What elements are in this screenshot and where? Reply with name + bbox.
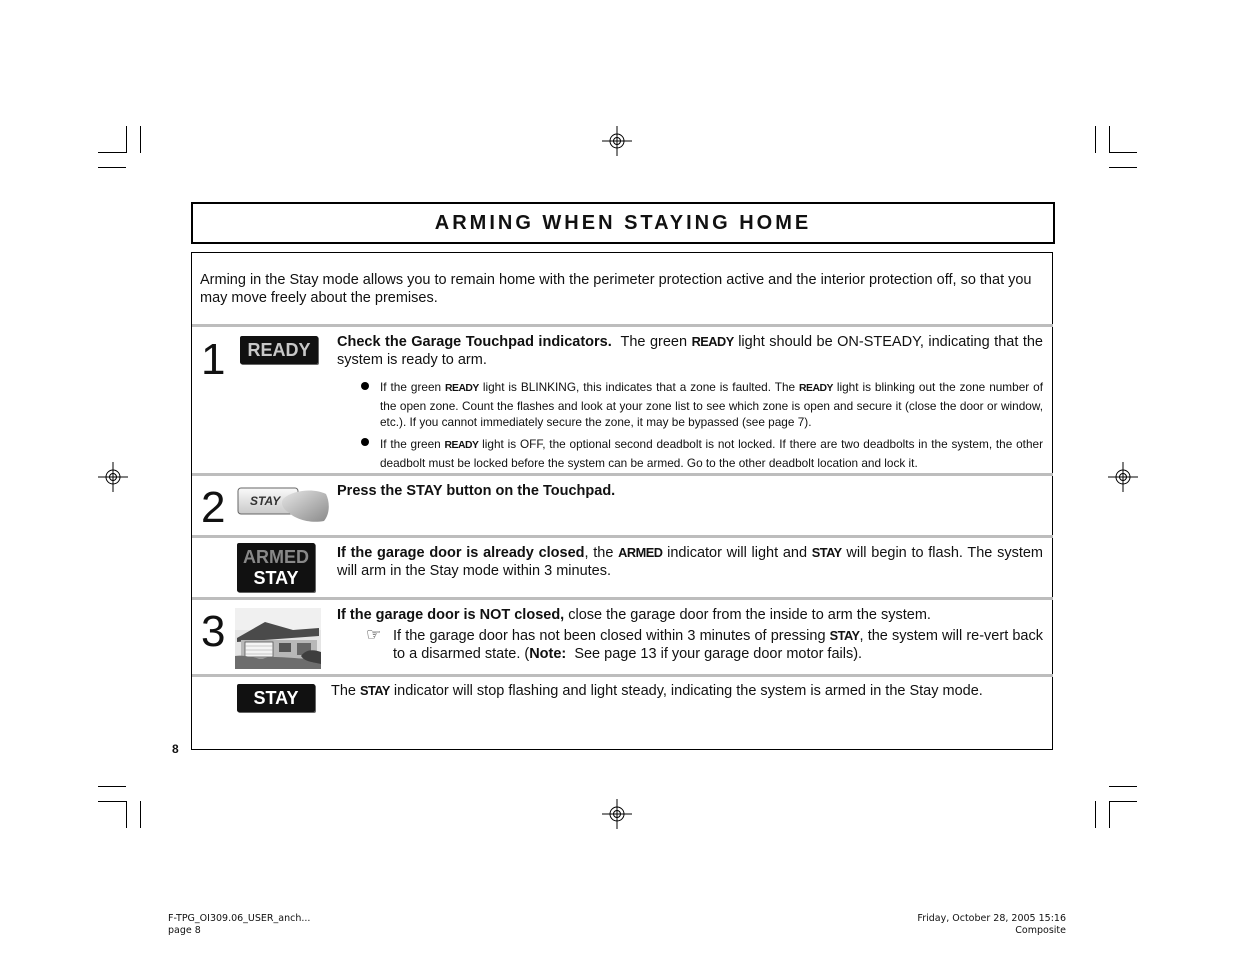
note-text: See page 13 if your garage door motor fails).: [566, 646, 863, 662]
footer-mode: Composite: [1015, 925, 1066, 936]
crop-mark: [1109, 801, 1137, 802]
closed-text: will begin to flash. The system will arm in the Stay mode within 3 minutes.: [337, 545, 1044, 579]
footer-filename: F-TPG_OI309.06_USER_anch...: [168, 913, 311, 924]
section-divider: [192, 535, 1053, 538]
step-number: 2: [201, 483, 226, 532]
crop-mark: [98, 167, 126, 168]
closed-text: indicator will light and: [662, 545, 812, 561]
bullet-text: If the green: [380, 437, 445, 451]
stay-indicator-label: STAY: [253, 687, 299, 708]
section-divider: [192, 324, 1053, 327]
ready-keyword: READY: [799, 383, 833, 394]
step2-heading: Press the STAY button on the Touchpad.: [337, 483, 616, 499]
step1-instruction: [337, 333, 1043, 369]
crop-mark: [1109, 801, 1110, 828]
crop-mark: [1109, 126, 1110, 153]
intro-paragraph: Arming in the Stay mode allows you to remain home with the perimeter protection active and the interior protection off, so that you may move freely about the premises.: [200, 272, 1032, 306]
stay-keyword: STAY: [811, 545, 842, 560]
step1-text: light should be ON-STEADY, indicating that the system is ready to arm.: [337, 334, 1043, 368]
ready-indicator-label: READY: [247, 339, 311, 360]
crop-mark: [98, 786, 126, 787]
note-text: If the garage door has not been closed within 3 minutes of pressing: [393, 628, 830, 644]
crop-mark: [140, 126, 141, 153]
bullet-icon: [361, 438, 369, 446]
footer-right: [917, 913, 1066, 937]
ready-keyword: READY: [445, 383, 479, 394]
crop-mark: [1109, 152, 1137, 153]
footer-timestamp: Friday, October 28, 2005 15:16: [917, 913, 1066, 924]
armed-stay-indicator: [237, 543, 315, 592]
step1-bullet-off: [380, 436, 1043, 471]
crop-mark: [1109, 167, 1137, 168]
closed-door-instruction: [337, 544, 1043, 580]
closed-heading: If the garage door is already closed: [337, 545, 585, 561]
step1-heading: Check the Garage Touchpad indicators.: [337, 334, 612, 350]
footer-left: [168, 913, 310, 937]
ready-indicator: [240, 336, 318, 364]
stay-key-finger-icon: [236, 484, 330, 524]
registration-mark-icon: [602, 126, 632, 156]
stay-key-label: STAY: [250, 494, 281, 508]
registration-mark-icon: [1108, 462, 1138, 492]
step2-instruction: [337, 482, 1043, 500]
stay-indicator-label: STAY: [253, 567, 299, 588]
page-number: 8: [172, 742, 179, 756]
stay-indicator: [237, 684, 315, 712]
crop-mark: [98, 152, 126, 153]
step1-text: The green: [611, 334, 692, 350]
step-number: 3: [201, 607, 226, 656]
crop-mark: [140, 801, 141, 828]
bullet-text: light is blinking out the zone number of the open zone. Count the flashes and look at your zone list to see which zone is open and secure it (close the door or window, etc.). If you cannot immediately secure the zone, it may be bypassed (see page 7).: [380, 380, 1043, 429]
step3-note: [393, 627, 1043, 663]
crop-mark: [1095, 126, 1096, 153]
section-divider: [192, 674, 1053, 677]
final-text: The: [331, 683, 361, 699]
bullet-text: light is BLINKING, this indicates that a zone is faulted. The: [478, 380, 800, 394]
bullet-text: light is OFF, the optional second deadbolt is not locked. If there are two deadbolts in the system, the other deadbolt must be locked before the system can be armed. Go to the other deadbolt location and lock it.: [380, 437, 1043, 470]
page-title: ARMING WHEN STAYING HOME: [191, 202, 1055, 244]
section-divider: [192, 597, 1053, 600]
pointing-hand-icon: ☞: [366, 625, 382, 645]
note-label: Note:: [529, 646, 567, 662]
registration-mark-icon: [602, 799, 632, 829]
registration-mark-icon: [98, 462, 128, 492]
crop-mark: [126, 801, 127, 828]
final-instruction: [331, 682, 1046, 700]
step3-text: close the garage door from the inside to arm the system.: [564, 607, 931, 623]
section-divider: [192, 473, 1053, 476]
armed-keyword: ARMED: [618, 545, 663, 560]
crop-mark: [98, 801, 126, 802]
garage-house-image: [235, 608, 321, 669]
footer-page: page 8: [168, 925, 201, 936]
note-text: , the system will re-vert back to a disarmed state. (: [393, 628, 1043, 662]
ready-keyword: READY: [691, 334, 734, 349]
stay-keyword: STAY: [829, 628, 860, 643]
armed-indicator-label: ARMED: [243, 546, 309, 567]
step-number: 1: [201, 335, 226, 384]
stay-keyword: STAY: [360, 683, 390, 698]
ready-keyword: READY: [444, 440, 479, 451]
crop-mark: [1095, 801, 1096, 828]
closed-text: , the: [584, 545, 619, 561]
final-text: indicator will stop flashing and light steady, indicating the system is armed in the Stay mode.: [389, 683, 983, 699]
step3-heading: If the garage door is NOT closed,: [337, 607, 565, 623]
step3-instruction: [337, 606, 1043, 624]
step1-bullet-blinking: [380, 379, 1043, 431]
crop-mark: [1109, 786, 1137, 787]
crop-mark: [126, 126, 127, 153]
bullet-text: If the green: [380, 380, 446, 394]
bullet-icon: [361, 382, 369, 390]
